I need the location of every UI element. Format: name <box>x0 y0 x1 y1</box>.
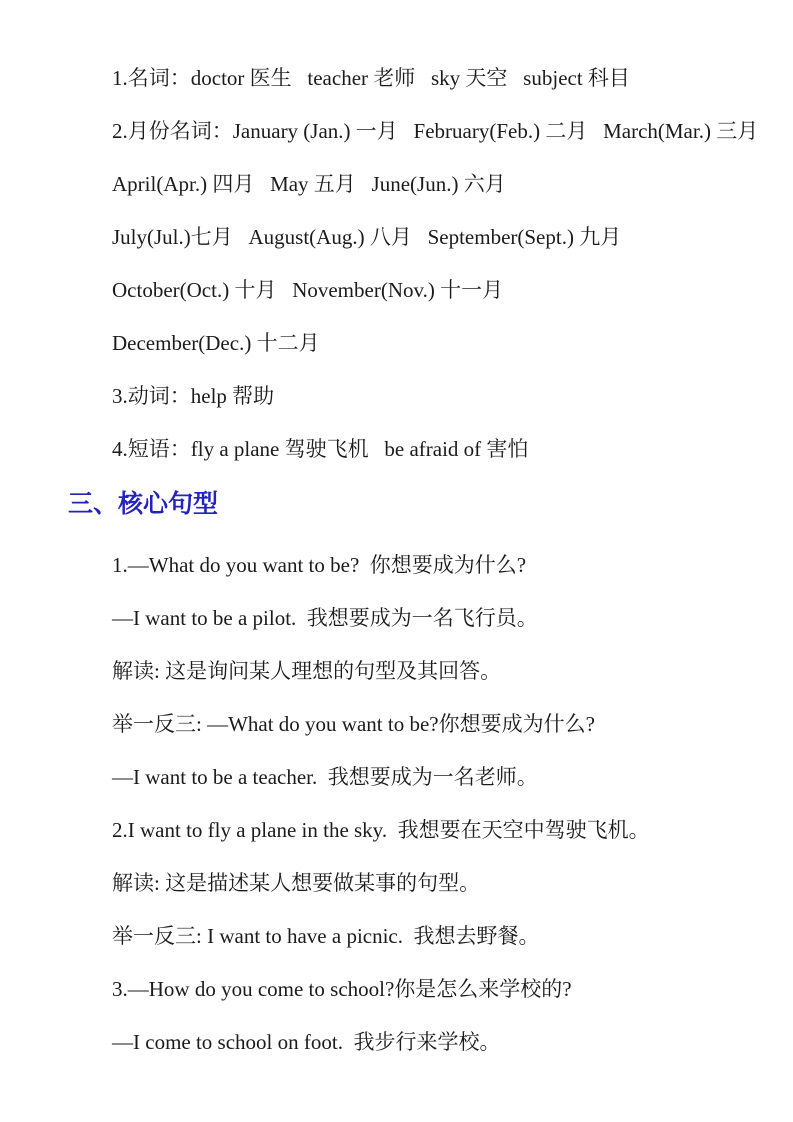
vocab-months-continuation: July(Jul.)七月 August(Aug.) 八月 September(Sept.) 九月 <box>112 225 622 249</box>
pattern1-extension-question: 举一反三: —What do you want to be?你想要成为什么? <box>112 712 595 736</box>
vocab-verbs-line: 3.动词：help 帮助 <box>112 384 275 408</box>
pattern1-answer: —I want to be a pilot. 我想要成为一名飞行员。 <box>112 606 538 630</box>
pattern3-question: 3.—How do you come to school?你是怎么来学校的? <box>112 977 572 1001</box>
pattern3-answer: —I come to school on foot. 我步行来学校。 <box>112 1030 501 1054</box>
vocab-months-continuation: December(Dec.) 十二月 <box>112 331 320 355</box>
vocab-months-continuation: October(Oct.) 十月 November(Nov.) 十一月 <box>112 278 504 302</box>
vocab-months-continuation: April(Apr.) 四月 May 五月 June(Jun.) 六月 <box>112 172 506 196</box>
pattern1-note: 解读: 这是询问某人理想的句型及其回答。 <box>112 659 502 683</box>
pattern1-extension-answer: —I want to be a teacher. 我想要成为一名老师。 <box>112 765 538 789</box>
pattern2-sentence: 2.I want to fly a plane in the sky. 我想要在天空中驾驶飞机。 <box>112 818 650 842</box>
pattern2-extension: 举一反三: I want to have a picnic. 我想去野餐。 <box>112 924 540 948</box>
vocab-months-line: 2.月份名词：January (Jan.) 一月 February(Feb.) 二月 March(Mar.) 三月 <box>112 119 759 143</box>
pattern1-question: 1.—What do you want to be? 你想要成为什么? <box>112 553 527 577</box>
vocab-nouns-line: 1.名词：doctor 医生 teacher 老师 sky 天空 subject 科目 <box>112 66 630 90</box>
vocab-phrases-line: 4.短语：fly a plane 驾驶飞机 be afraid of 害怕 <box>112 437 529 461</box>
pattern2-note: 解读: 这是描述某人想要做某事的句型。 <box>112 871 481 895</box>
core-sentences-heading: 三、核心句型 <box>68 490 219 518</box>
